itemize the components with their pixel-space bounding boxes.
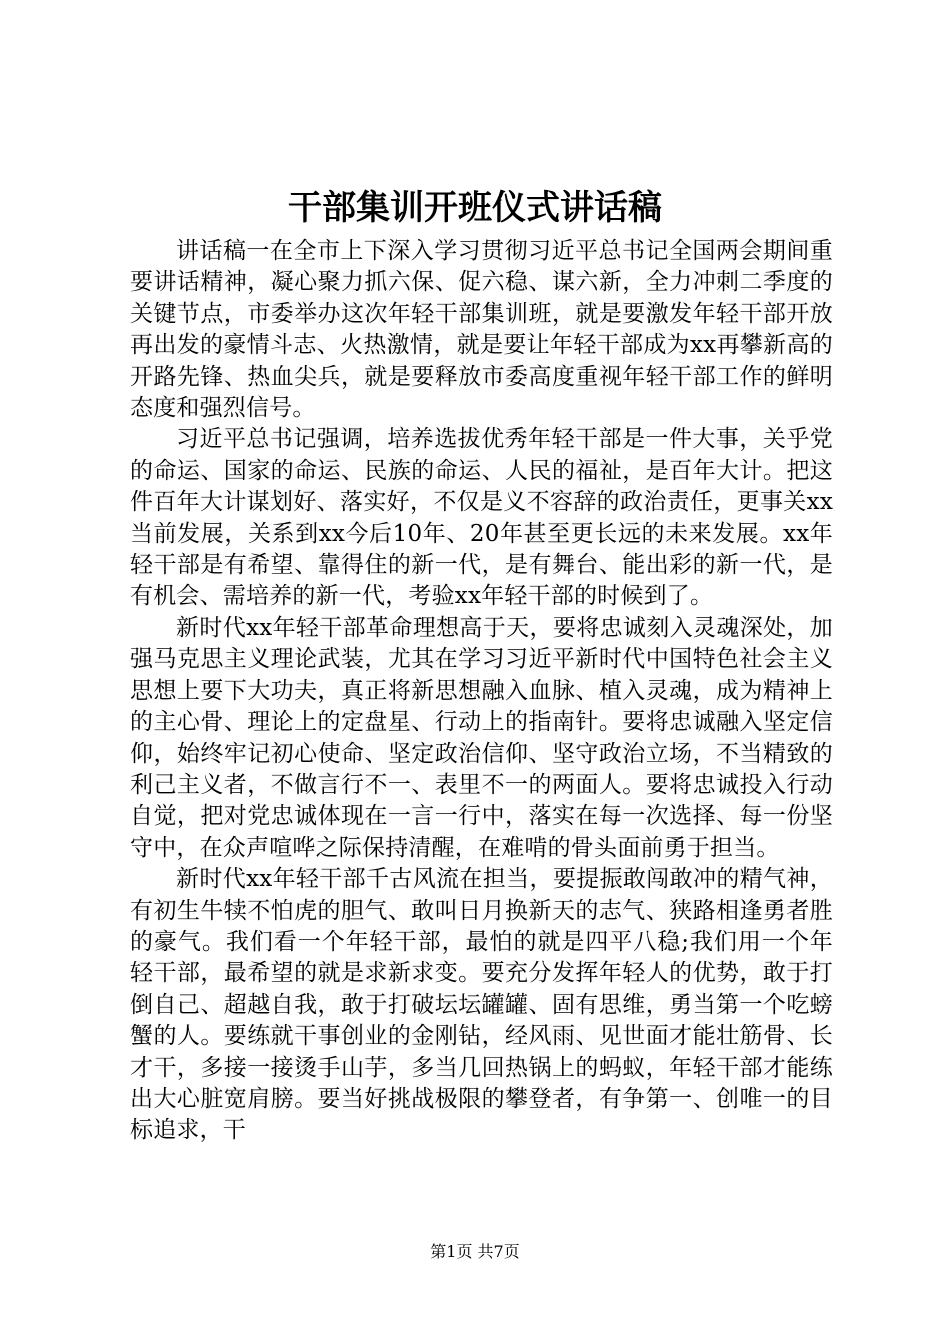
paragraph-3: 新时代xx年轻干部革命理想高于天，要将忠诚刻入灵魂深处，加强马克思主义理论武装，尤其在学习习近平新时代中国特色社会主义思想上要下大功夫，真正将新思想融入血脉、植入灵魂，成为精神上的主心骨、理论上的定盘星、行动上的指南针。要将忠诚融入坚定信仰，始终牢记初心使命、坚定政治信仰、坚守政治立场，不当精致的利己主义者，不做言行不一、表里不一的两面人。要将忠诚投入行动自觉，把对党忠诚体现在一言一行中，落实在每一次选择、每一份坚守中，在众声喧哗之际保持清醒，在难啃的骨头面前勇于担当。 bbox=[130, 614, 833, 861]
paragraph-2: 习近平总书记强调，培养选拔优秀年轻干部是一件大事，关乎党的命运、国家的命运、民族的命运、人民的福祉，是百年大计。把这件百年大计谋划好、落实好，不仅是义不容辞的政治责任，更事关xx当前发展，关系到xx今后10年、20年甚至更长远的未来发展。xx年轻干部是有希望、靠得住的新一代，是有舞台、能出彩的新一代，是有机会、需培养的新一代，考验xx年轻干部的时候到了。 bbox=[130, 426, 833, 610]
document-body bbox=[130, 236, 833, 1147]
page-number-footer: 第1页 共7页 bbox=[430, 1242, 520, 1261]
document-title: 干部集训开班仪式讲话稿 bbox=[288, 188, 662, 228]
paragraph-4: 新时代xx年轻干部千古风流在担当，要提振敢闯敢冲的精气神，有初生牛犊不怕虎的胆气、敢叫日月换新天的志气、狭路相逢勇者胜的豪气。我们看一个年轻干部，最怕的就是四平八稳;我们用一个年轻干部，最希望的就是求新求变。要充分发挥年轻人的优势，敢于打倒自己、超越自我，敢于打破坛坛罐罐、固有思维，勇当第一个吃螃蟹的人。要练就干事创业的金刚钻，经风雨、见世面才能壮筋骨、长才干，多接一接烫手山芋，多当几回热锅上的蚂蚁，年轻干部才能练出大心脏宽肩膀。要当好挑战极限的攀登者，有争第一、创唯一的目标追求，干 bbox=[130, 866, 833, 1144]
paragraph-1: 讲话稿一在全市上下深入学习贯彻习近平总书记全国两会期间重要讲话精神，凝心聚力抓六保、促六稳、谋六新，全力冲刺二季度的关键节点，市委举办这次年轻干部集训班，就是要激发年轻干部开放再出发的豪情斗志、火热激情，就是要让年轻干部成为xx再攀新高的开路先锋、热血尖兵，就是要释放市委高度重视年轻干部工作的鲜明态度和强烈信号。 bbox=[130, 238, 833, 422]
